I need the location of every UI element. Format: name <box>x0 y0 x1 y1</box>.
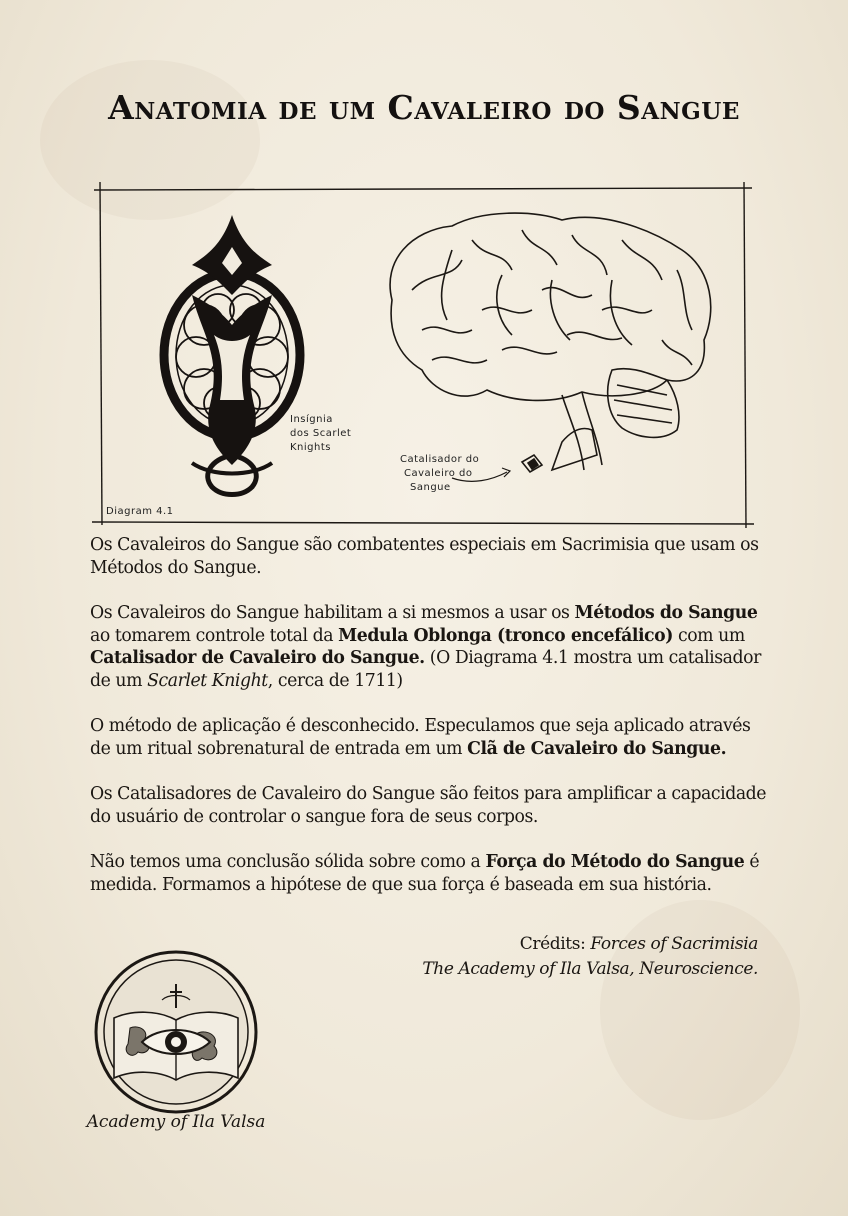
paragraph-4: Os Catalisadores de Cavaleiro do Sangue são feitos para amplificar a capacidade do usuário de controlar o sangue fora de seus corpos. <box>90 784 767 827</box>
insignia-label-line3: Knights <box>290 442 331 453</box>
text-span: com um <box>672 625 745 646</box>
paragraph-2 <box>90 602 770 692</box>
catalyst-label-line1: Catalisador do <box>400 454 480 465</box>
bold-span: Medula Oblonga (tronco encefálico) <box>338 625 673 646</box>
bold-span: Clã de Cavaleiro do Sangue. <box>467 738 727 759</box>
scarlet-knights-insignia-icon <box>164 215 300 495</box>
credits <box>422 932 758 982</box>
catalyst-label-line2: Cavaleiro do <box>404 468 473 479</box>
paragraph-1: Os Cavaleiros do Sangue são combatentes especiais em Sacrimisia que usam os Métodos do Sangue. <box>90 535 759 578</box>
body-text <box>90 534 770 919</box>
text-span: Os Cavaleiros do Sangue habilitam a si mesmos a usar os <box>90 603 575 623</box>
insignia-label-line2: dos Scarlet <box>290 428 352 439</box>
catalyst-icon <box>522 429 597 473</box>
bold-span: Catalisador de Cavaleiro do Sangue. <box>90 648 425 668</box>
diagram-caption: Diagram 4.1 <box>106 506 174 517</box>
insignia-label-line1: Insígnia <box>290 414 333 425</box>
brain-drawing-icon <box>390 213 711 470</box>
italic-span: Scarlet Knight <box>147 670 268 691</box>
text-span: Não temos uma conclusão sólida sobre como a <box>90 852 486 872</box>
bold-span: Força do Método do Sangue <box>485 852 745 872</box>
credits-line-1 <box>422 932 758 957</box>
text-span: (O Diagrama 4.1 mostra um catalisador de um <box>90 648 761 691</box>
text-span: ao tomarem controle total da <box>90 625 339 646</box>
text-span: O método de aplicação é desconhecido. Especulamos que seja aplicado através de um ritual sobrenatural de entrada em um <box>90 716 751 759</box>
credits-label: Crédits: <box>519 934 591 954</box>
academy-seal-icon <box>92 948 260 1116</box>
credits-institution: The Academy of Ila Valsa, Neuroscience. <box>422 959 758 979</box>
paragraph-5 <box>90 851 770 896</box>
diagram-figure <box>92 180 756 530</box>
text-span: , cerca de 1711) <box>267 670 403 691</box>
credits-line-2 <box>422 957 758 982</box>
catalyst-label-line3: Sangue <box>410 482 451 493</box>
text-span: é medida. Formamos a hipótese de que sua força é baseada em sua história. <box>90 852 760 895</box>
paragraph-3 <box>90 715 770 760</box>
seal-label: Academy of Ila Valsa <box>86 1112 266 1132</box>
page-title: Anatomia de um Cavaleiro do Sangue <box>108 88 740 127</box>
bold-span: Métodos do Sangue <box>574 603 758 623</box>
credits-source: Forces of Sacrimisia <box>590 934 758 954</box>
